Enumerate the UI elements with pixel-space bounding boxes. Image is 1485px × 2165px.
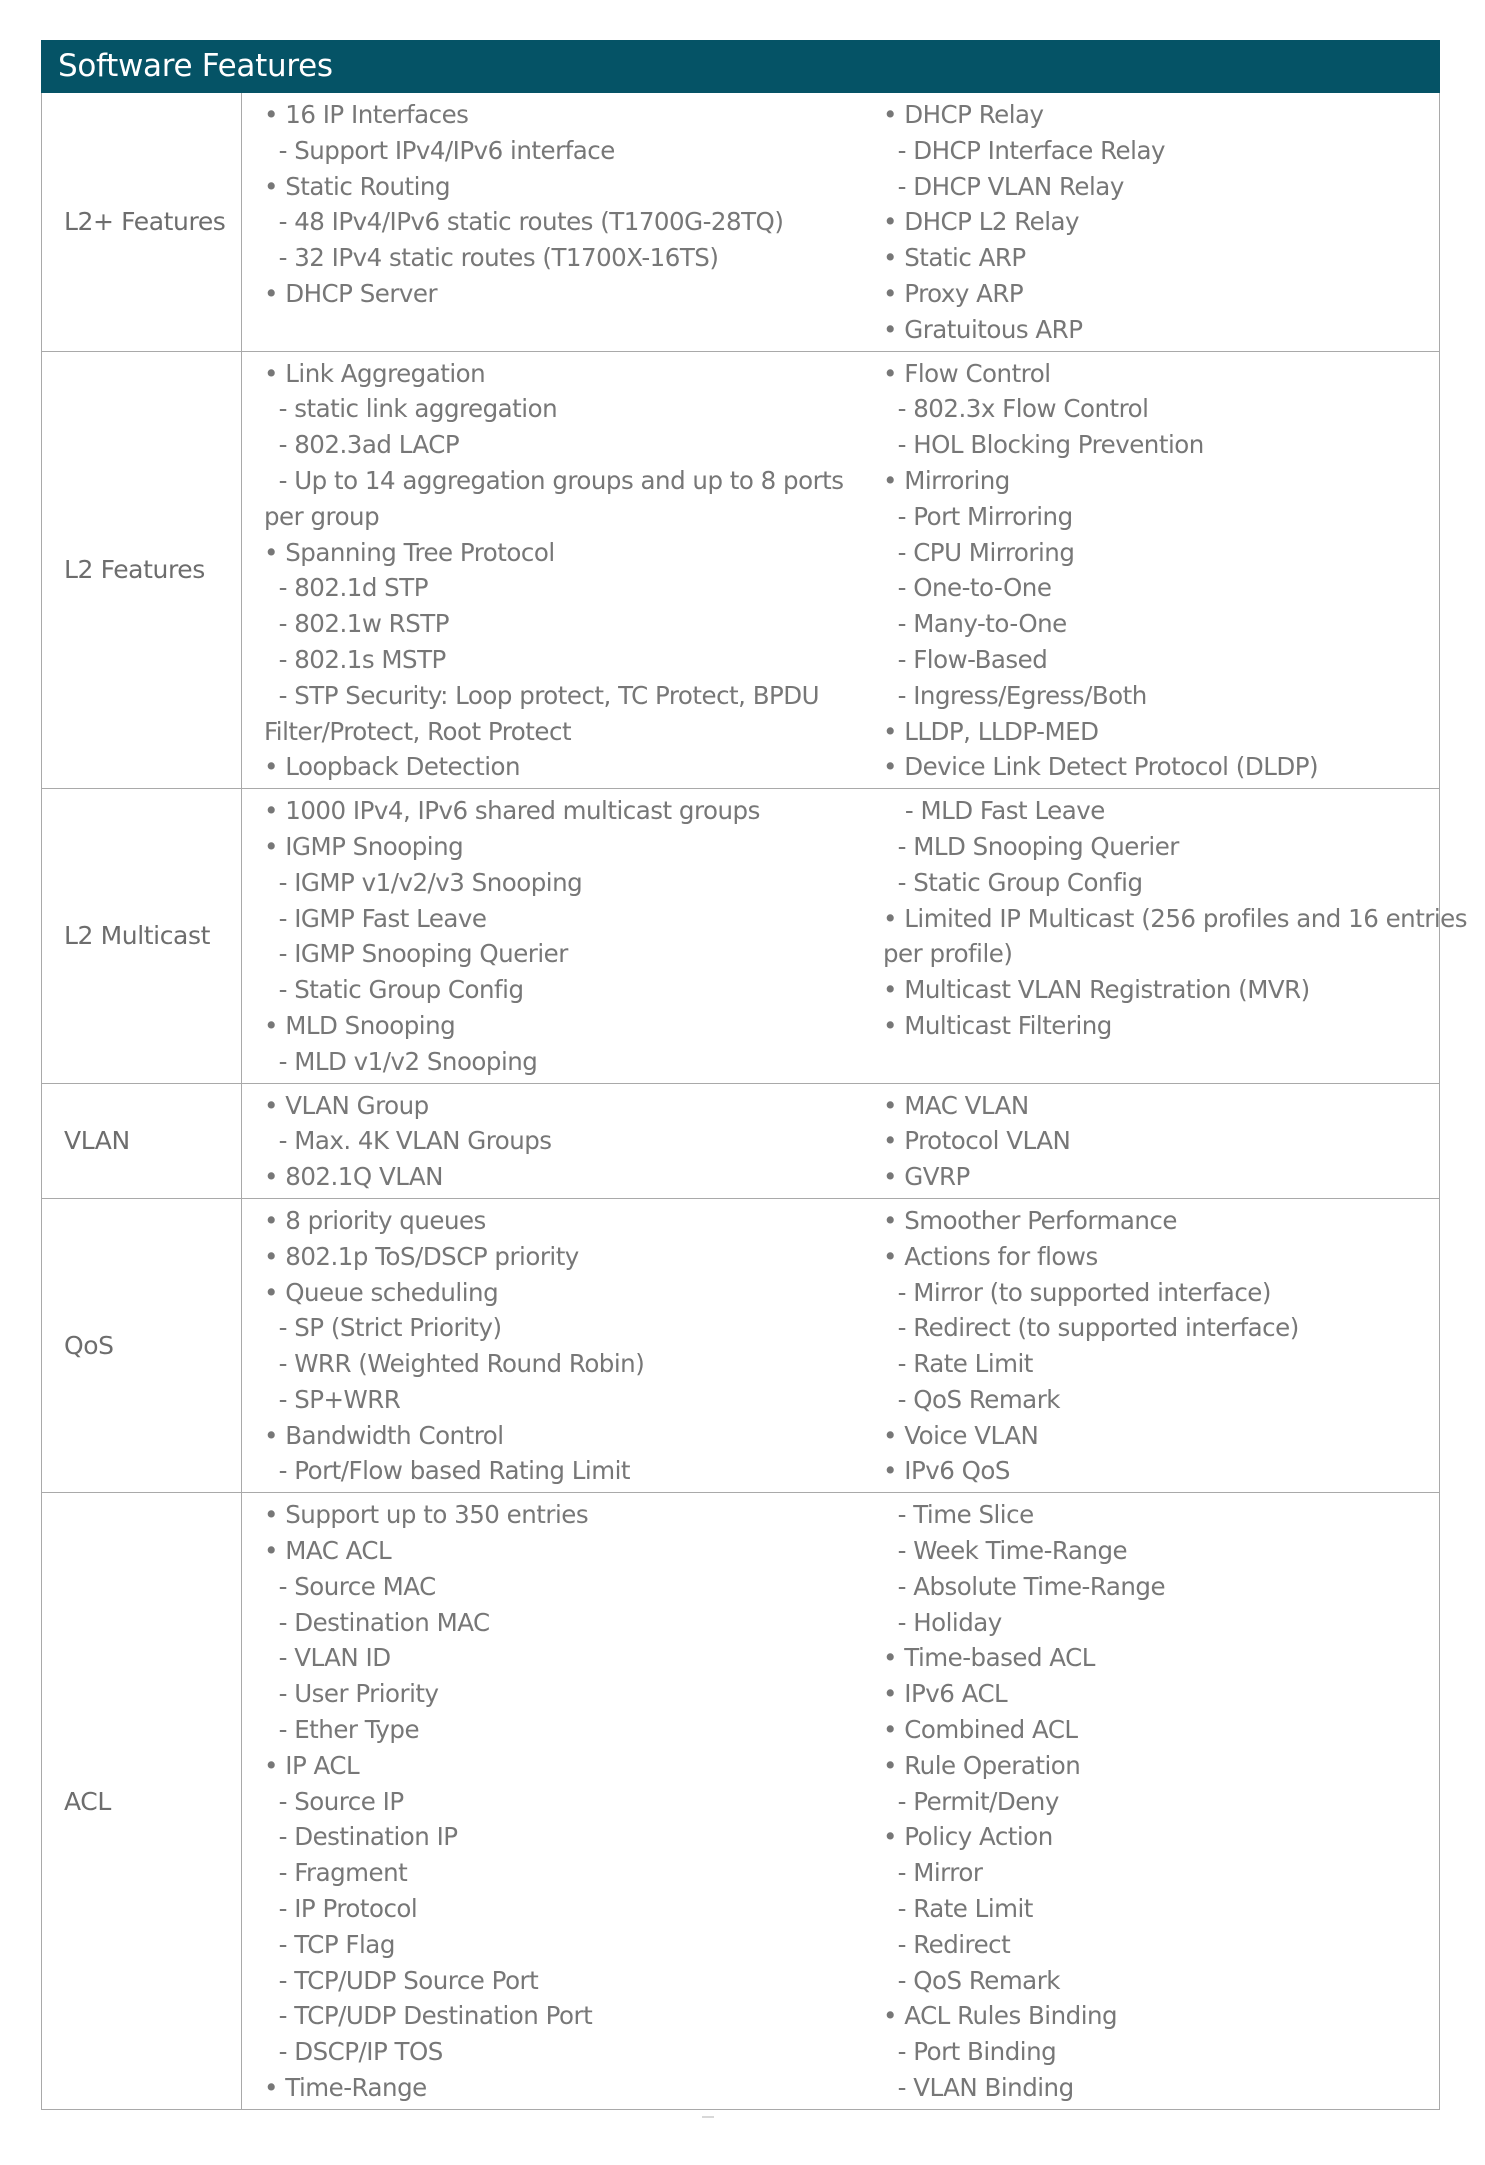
feature-column-right [861, 352, 1439, 789]
feature-item: • 802.1p ToS/DSCP priority [264, 1241, 579, 1271]
feature-item: • VLAN Group [264, 1090, 429, 1120]
feature-item: - Holiday [883, 1607, 1002, 1637]
feature-item: - Source MAC [264, 1571, 436, 1601]
feature-item: - Mirror (to supported interface) [883, 1277, 1271, 1307]
feature-column-left [242, 1084, 861, 1198]
feature-item: - VLAN Binding [883, 2073, 1074, 2103]
feature-item: - IGMP Fast Leave [264, 903, 487, 933]
feature-item: • MLD Snooping [264, 1010, 456, 1040]
feature-item: - 802.1w RSTP [264, 609, 449, 639]
feature-item: • IGMP Snooping [264, 831, 464, 861]
feature-item: • Actions for flows [883, 1241, 1098, 1271]
feature-item: - QoS Remark [883, 1965, 1060, 1995]
feature-item: - Absolute Time-Range [883, 1571, 1166, 1601]
feature-item: - Up to 14 aggregation groups and up to 8 ports [264, 465, 844, 495]
feature-item: - SP (Strict Priority) [264, 1313, 502, 1343]
feature-item: • Time-based ACL [883, 1643, 1095, 1673]
feature-item: Filter/Protect, Root Protect [264, 716, 572, 746]
feature-category-label: VLAN [42, 1084, 242, 1198]
feature-item: • Gratuitous ARP [883, 314, 1083, 344]
feature-item: - Time Slice [883, 1500, 1034, 1530]
feature-item: - TCP Flag [264, 1929, 395, 1959]
feature-item: • Multicast Filtering [883, 1010, 1112, 1040]
feature-column-right [861, 1199, 1439, 1492]
feature-item: - 32 IPv4 static routes (T1700X-16TS) [264, 243, 719, 273]
feature-item: - IGMP Snooping Querier [264, 939, 568, 969]
feature-item: - Ether Type [264, 1715, 420, 1745]
feature-item: • ACL Rules Binding [883, 2001, 1118, 2031]
feature-column-left [242, 93, 861, 351]
feature-item: - Port Binding [883, 2037, 1057, 2067]
feature-column-right [861, 1493, 1439, 2109]
feature-item: - Fragment [264, 1858, 408, 1888]
feature-item: • Link Aggregation [264, 358, 486, 388]
feature-item: - Support IPv4/IPv6 interface [264, 135, 615, 165]
feature-item: • Mirroring [883, 465, 1010, 495]
feature-item: - STP Security: Loop protect, TC Protect, BPDU [264, 680, 820, 710]
feature-item: • Multicast VLAN Registration (MVR) [883, 975, 1310, 1005]
feature-item: • DHCP Server [264, 278, 438, 308]
feature-item: • Spanning Tree Protocol [264, 537, 555, 567]
feature-item: - Permit/Deny [883, 1786, 1059, 1816]
page-footer-mark [702, 2116, 714, 2118]
feature-column-left [242, 1199, 861, 1492]
feature-item: - Redirect (to supported interface) [883, 1313, 1299, 1343]
feature-item: - DSCP/IP TOS [264, 2037, 443, 2067]
feature-item: - IGMP v1/v2/v3 Snooping [264, 867, 583, 897]
feature-item: - Static Group Config [883, 867, 1143, 897]
feature-item: • Smoother Performance [883, 1205, 1177, 1235]
feature-item: - QoS Remark [883, 1384, 1060, 1414]
feature-item: • Rule Operation [883, 1750, 1081, 1780]
feature-category-label: ACL [42, 1493, 242, 2109]
feature-column-left [242, 789, 861, 1082]
feature-item: per profile) [883, 939, 1013, 969]
feature-column-right [861, 789, 1485, 1082]
feature-item: per group [264, 501, 380, 531]
feature-item: - Mirror [883, 1858, 983, 1888]
feature-item: - SP+WRR [264, 1384, 401, 1414]
feature-item: • Time-Range [264, 2073, 427, 2103]
feature-item: - Redirect [883, 1929, 1011, 1959]
feature-item: - Week Time-Range [883, 1536, 1128, 1566]
feature-item: - TCP/UDP Source Port [264, 1965, 539, 1995]
feature-item: - User Priority [264, 1679, 439, 1709]
feature-item: - 802.1d STP [264, 573, 428, 603]
feature-item: • Voice VLAN [883, 1420, 1039, 1450]
feature-item: - MLD Fast Leave [883, 796, 1105, 826]
feature-item: • Device Link Detect Protocol (DLDP) [883, 752, 1319, 782]
feature-item: • DHCP Relay [883, 100, 1044, 129]
feature-item: - MLD Snooping Querier [883, 831, 1179, 861]
feature-item: • Policy Action [883, 1822, 1053, 1852]
feature-item: - Static Group Config [264, 975, 524, 1005]
feature-item: - Many-to-One [883, 609, 1067, 639]
feature-item: • DHCP L2 Relay [883, 207, 1080, 237]
feature-item: • IP ACL [264, 1750, 360, 1780]
feature-item: - VLAN ID [264, 1643, 391, 1673]
feature-item: - DHCP VLAN Relay [883, 171, 1124, 201]
feature-item: - HOL Blocking Prevention [883, 430, 1204, 460]
feature-item: • Queue scheduling [264, 1277, 499, 1307]
feature-row [42, 93, 1439, 352]
feature-row [42, 1493, 1439, 2110]
feature-item: - Port Mirroring [883, 501, 1073, 531]
feature-item: - DHCP Interface Relay [883, 135, 1165, 165]
feature-item: • Limited IP Multicast (256 profiles and 16 entries [883, 903, 1468, 933]
feature-item: - Ingress/Egress/Both [883, 680, 1147, 710]
feature-item: - Rate Limit [883, 1349, 1033, 1379]
feature-item: • Protocol VLAN [883, 1126, 1071, 1156]
section-title: Software Features [41, 40, 1440, 93]
features-table [41, 93, 1468, 2110]
feature-category-label: QoS [42, 1199, 242, 1492]
feature-column-left [242, 1493, 861, 2109]
feature-item: - Flow-Based [883, 644, 1048, 674]
feature-column-left [242, 352, 861, 789]
feature-item: - static link aggregation [264, 394, 558, 424]
feature-item: • 16 IP Interfaces [264, 100, 469, 129]
feature-item: - TCP/UDP Destination Port [264, 2001, 593, 2031]
feature-item: - 802.3ad LACP [264, 430, 460, 460]
feature-row [42, 1084, 1439, 1199]
feature-item: - 802.3x Flow Control [883, 394, 1149, 424]
feature-item: • 802.1Q VLAN [264, 1162, 444, 1192]
feature-item: - CPU Mirroring [883, 537, 1075, 567]
feature-item: • 8 priority queues [264, 1205, 486, 1235]
feature-row [42, 1199, 1439, 1493]
feature-item: • Proxy ARP [883, 278, 1024, 308]
feature-item: - Destination MAC [264, 1607, 490, 1637]
feature-item: - 48 IPv4/IPv6 static routes (T1700G-28TQ) [264, 207, 784, 237]
feature-item: - Source IP [264, 1786, 404, 1816]
feature-item: • 1000 IPv4, IPv6 shared multicast groups [264, 796, 760, 826]
spec-sheet [41, 40, 1468, 2110]
feature-item: • Static Routing [264, 171, 451, 201]
feature-column-right [861, 93, 1439, 351]
feature-category-label: L2+ Features [42, 93, 242, 351]
feature-item: • GVRP [883, 1162, 970, 1192]
feature-item: • Combined ACL [883, 1715, 1078, 1745]
feature-row [42, 789, 1468, 1083]
feature-item: - IP Protocol [264, 1894, 418, 1924]
feature-item: • MAC ACL [264, 1536, 392, 1566]
feature-item: - WRR (Weighted Round Robin) [264, 1349, 645, 1379]
feature-item: - Max. 4K VLAN Groups [264, 1126, 552, 1156]
feature-item: - One-to-One [883, 573, 1052, 603]
feature-item: • IPv6 QoS [883, 1456, 1010, 1486]
feature-item: - Destination IP [264, 1822, 458, 1852]
feature-item: • Support up to 350 entries [264, 1500, 589, 1530]
feature-item: • LLDP, LLDP-MED [883, 716, 1099, 746]
feature-item: • Bandwidth Control [264, 1420, 504, 1450]
feature-item: • IPv6 ACL [883, 1679, 1008, 1709]
feature-category-label: L2 Features [42, 352, 242, 789]
feature-item: - Rate Limit [883, 1894, 1033, 1924]
feature-item: - 802.1s MSTP [264, 644, 446, 674]
feature-row [42, 352, 1439, 790]
feature-item: • Flow Control [883, 358, 1051, 388]
feature-item: • Loopback Detection [264, 752, 521, 782]
feature-item: • MAC VLAN [883, 1090, 1029, 1120]
feature-item: - MLD v1/v2 Snooping [264, 1046, 538, 1076]
feature-item: • Static ARP [883, 243, 1026, 273]
feature-item: - Port/Flow based Rating Limit [264, 1456, 630, 1486]
feature-category-label: L2 Multicast [42, 789, 242, 1082]
feature-column-right [861, 1084, 1439, 1198]
